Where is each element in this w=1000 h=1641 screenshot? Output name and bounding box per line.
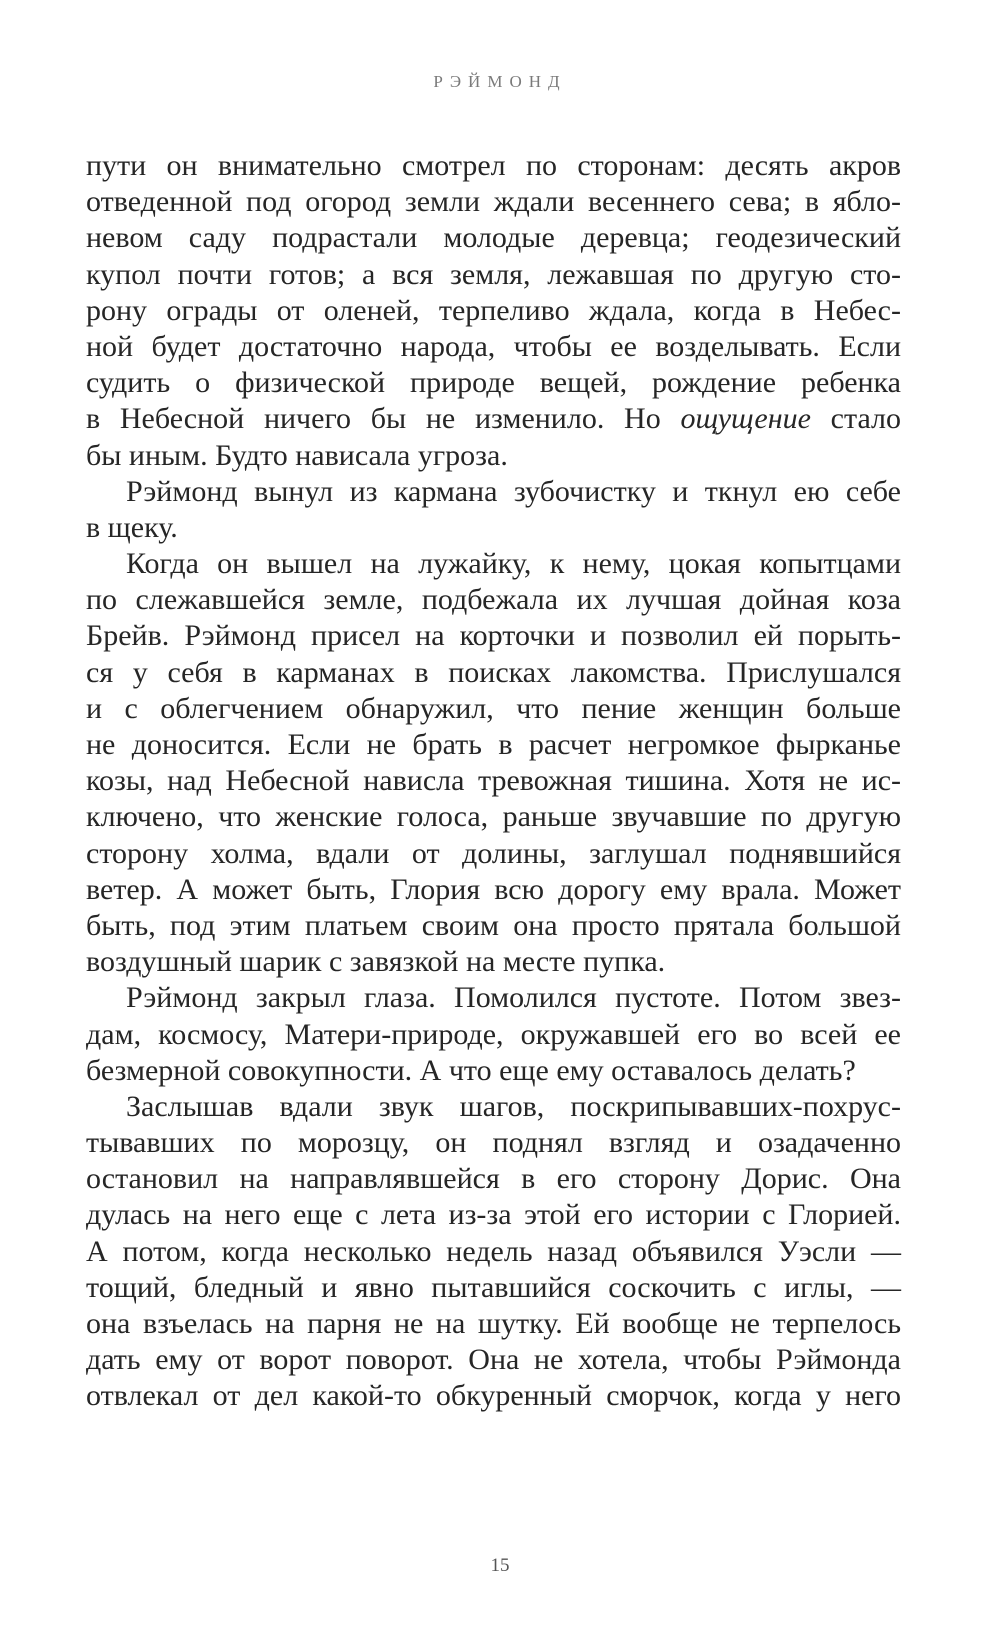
paragraph-first-line: Заслышав вдали звук шагов, поскрипывавших-похрус- [126,1089,901,1123]
text-line [86,401,901,437]
text-line: ной будет достаточно народа, чтобы ее возделывать. Если [86,329,901,363]
paragraph-first-line: Когда он вышел на лужайку, к нему, цокая копытцами [126,547,901,581]
text-line: рону ограды от оленей, терпеливо ждала, когда в Небес- [86,293,901,327]
text-line: тывавших по морозцу, он поднял взгляд и озадаченно [86,1126,901,1160]
text-line: дам, космосу, Матери-природе, окружавшей его во всей ее [86,1017,901,1051]
emphasis-word: ощущение [680,402,811,436]
text-line: и с облегчением обнаружил, что пение женщин больше [86,691,901,725]
text-line: тощий, бледный и явно пытавшийся соскочить с иглы, — [86,1270,901,1304]
text-line: воздушный шарик с завязкой на месте пупка. [86,945,666,979]
text-line: безмерной совокупности. А что еще ему оставалось делать? [86,1053,856,1087]
text-line: бы иным. Будто нависала угроза. [86,438,508,472]
text-line: в щеку. [86,510,178,544]
text-line: пути он внимательно смотрел по сторонам: десять акров [86,149,901,182]
text-line: дать ему от ворот поворот. Она не хотела, чтобы Рэймонда [86,1343,901,1377]
text-line: козы, над Небесной нависла тревожная тишина. Хотя не ис- [86,764,901,798]
text-line: Брейв. Рэймонд присел на корточки и позволил ей порыть- [86,619,901,653]
text-line: сторону холма, вдали от долины, заглушал поднявшийся [86,836,901,870]
running-head: РЭЙМОНД [433,72,567,91]
text-line: купол почти готов; а вся земля, лежавшая по другую сто- [86,257,901,291]
text-line: ветер. А может быть, Глория всю дорогу ему врала. Может [86,872,901,906]
text-line: невом саду подрастали молодые деревца; геодезический [86,221,901,255]
text-segment: стало [810,402,902,436]
text-line: дулась на него еще с лета из-за этой его истории с Глорией. [86,1198,901,1232]
text-line: по слежавшейся земле, подбежала их лучшая дойная коза [86,583,901,617]
text-line: остановил на направлявшейся в его сторону Дорис. Она [86,1162,901,1196]
text-line: ся у себя в карманах в поисках лакомства. Прислушался [86,655,901,689]
text-line: отведенной под огород земли ждали весеннего сева; в ябло- [86,185,901,219]
text-line: быть, под этим платьем своим она просто прятала большой [86,908,901,942]
body-text [86,148,901,1415]
text-line: судить о физической природе вещей, рождение ребенка [86,366,901,400]
text-line: отвлекал от дел какой-то обкуренный сморчок, когда у него [86,1379,901,1413]
paragraph-first-line: Рэймонд закрыл глаза. Помолился пустоте. Потом звез- [126,981,901,1015]
text-line: А потом, когда несколько недель назад объявился Уэсли — [86,1234,901,1268]
text-line: ключено, что женские голоса, раньше звучавшие по другую [86,800,901,834]
page-number: 15 [490,1555,510,1576]
text-line: не доносится. Если не брать в расчет негромкое фырканье [86,728,901,761]
text-segment: в Небесной ничего бы не изменило. Но [86,402,681,436]
text-line: она взъелась на парня не на шутку. Ей вообще не терпелось [86,1307,901,1340]
paragraph-first-line: Рэймонд вынул из кармана зубочистку и ткнул ею себе [126,474,901,508]
